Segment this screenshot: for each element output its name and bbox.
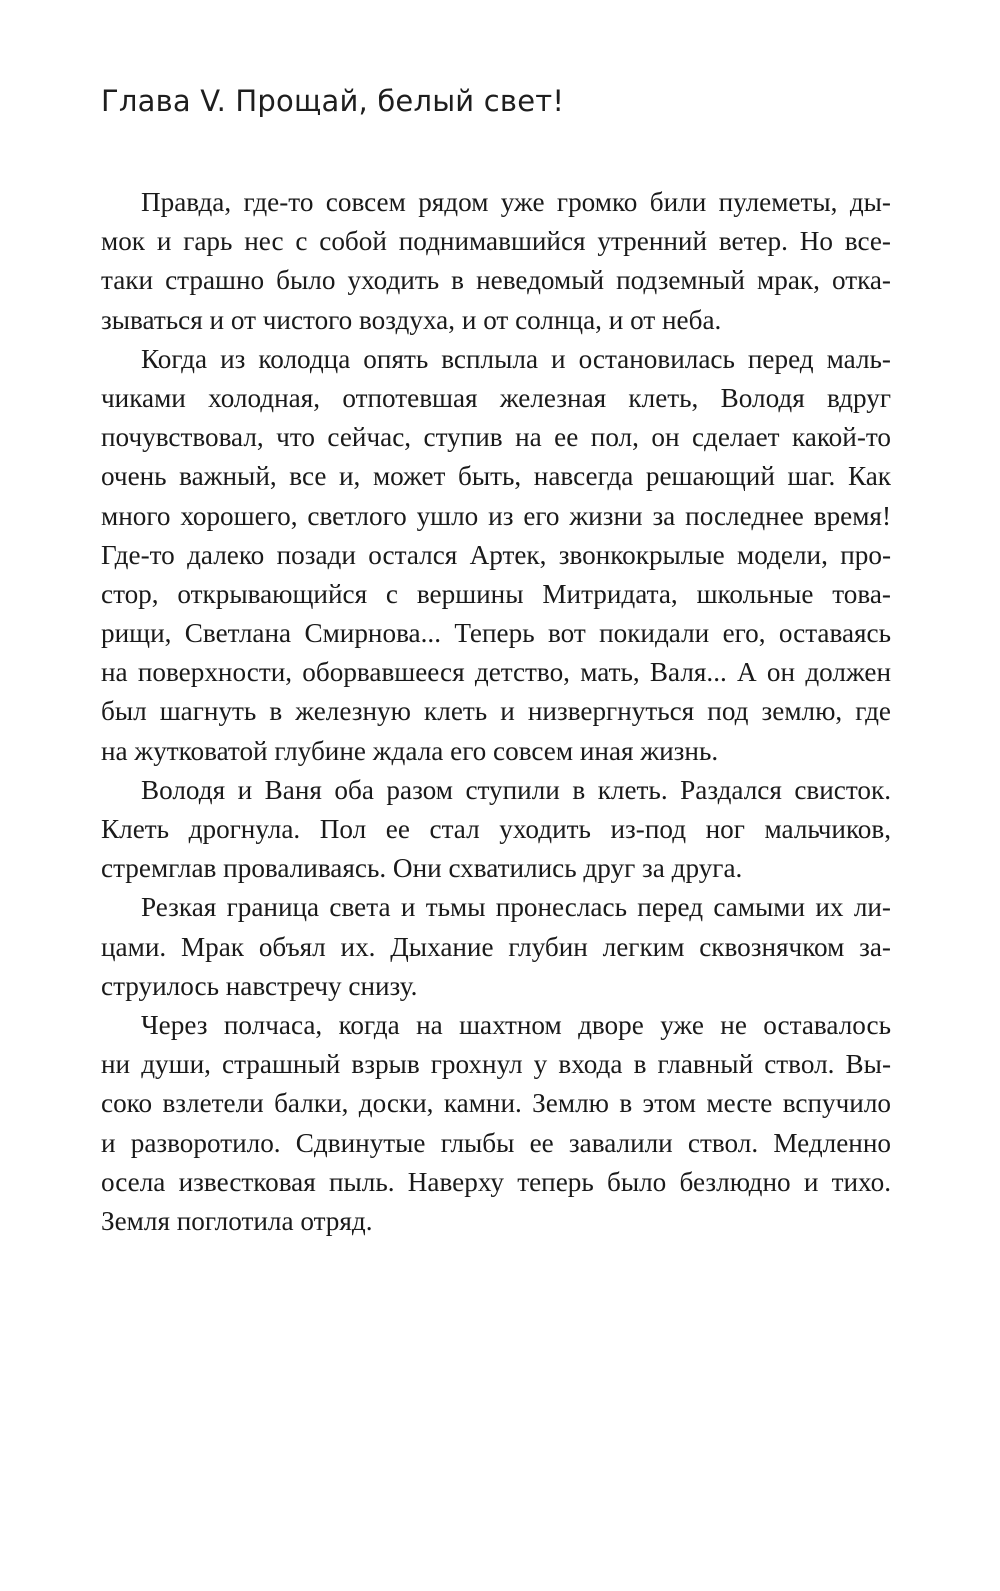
text-line: стор, открывающийся с вершины Митридата, школьные това-	[101, 578, 891, 609]
body-text	[101, 183, 891, 1241]
text-line: на поверхности, оборвавшееся детство, мать, Валя... А он должен	[101, 657, 891, 688]
paragraph-3	[101, 771, 891, 889]
text-line: был шагнуть в железную клеть и низвергнуться под землю, где	[101, 696, 891, 727]
text-line: мок и гарь нес с собой поднимавшийся утренний ветер. Но все-	[101, 226, 891, 257]
text-line: рищи, Светлана Смирнова... Теперь вот покидали его, оставаясь	[101, 618, 891, 649]
text-line: много хорошего, светлого ушло из его жизни за последнее время!	[101, 500, 891, 531]
paragraph-5	[101, 1006, 891, 1241]
text-line: Земля поглотила отряд.	[101, 1205, 373, 1236]
text-line: почувствовал, что сейчас, ступив на ее пол, он сделает какой-то	[101, 422, 891, 453]
text-line: ни души, страшный взрыв грохнул у входа в главный ствол. Вы-	[101, 1049, 891, 1080]
paragraph-4	[101, 888, 891, 1006]
text-line: Где-то далеко позади остался Артек, звонкокрылые модели, про-	[101, 539, 891, 570]
text-line: цами. Мрак объял их. Дыхание глубин легким сквознячком за-	[101, 931, 891, 962]
text-line: и разворотило. Сдвинутые глыбы ее завалили ствол. Медленно	[101, 1127, 891, 1158]
paragraph-1	[101, 183, 891, 340]
text-line: Когда из колодца опять всплыла и остановилась перед маль-	[141, 343, 891, 374]
text-line: стремглав проваливаясь. Они схватились друг за друга.	[101, 853, 743, 884]
text-line: чиками холодная, отпотевшая железная клеть, Володя вдруг	[101, 382, 891, 413]
text-line: Правда, где-то совсем рядом уже громко били пулеметы, ды-	[141, 187, 891, 217]
text-line: зываться и от чистого воздуха, и от солнца, и от неба.	[101, 304, 722, 335]
text-line: очень важный, все и, может быть, навсегда решающий шаг. Как	[101, 461, 891, 492]
text-line: осела известковая пыль. Наверху теперь было безлюдно и тихо.	[101, 1166, 891, 1197]
text-line: струилось навстречу снизу.	[101, 970, 418, 1001]
text-line: на жутковатой глубине ждала его совсем иная жизнь.	[101, 735, 719, 766]
text-line: Резкая граница света и тьмы пронеслась перед самыми их ли-	[141, 892, 891, 923]
text-line: Володя и Ваня оба разом ступили в клеть. Раздался свисток.	[141, 774, 891, 805]
text-line: Клеть дрогнула. Пол ее стал уходить из-под ног мальчиков,	[101, 814, 891, 844]
text-line: Через полчаса, когда на шахтном дворе уже не оставалось	[141, 1009, 891, 1040]
paragraph-2	[101, 340, 891, 771]
text-line: таки страшно было уходить в неведомый подземный мрак, отка-	[101, 265, 891, 296]
text-line: соко взлетели балки, доски, камни. Землю в этом месте вспучило	[101, 1088, 891, 1119]
running-head: Глава V. Прощай, белый свет!	[101, 84, 565, 118]
